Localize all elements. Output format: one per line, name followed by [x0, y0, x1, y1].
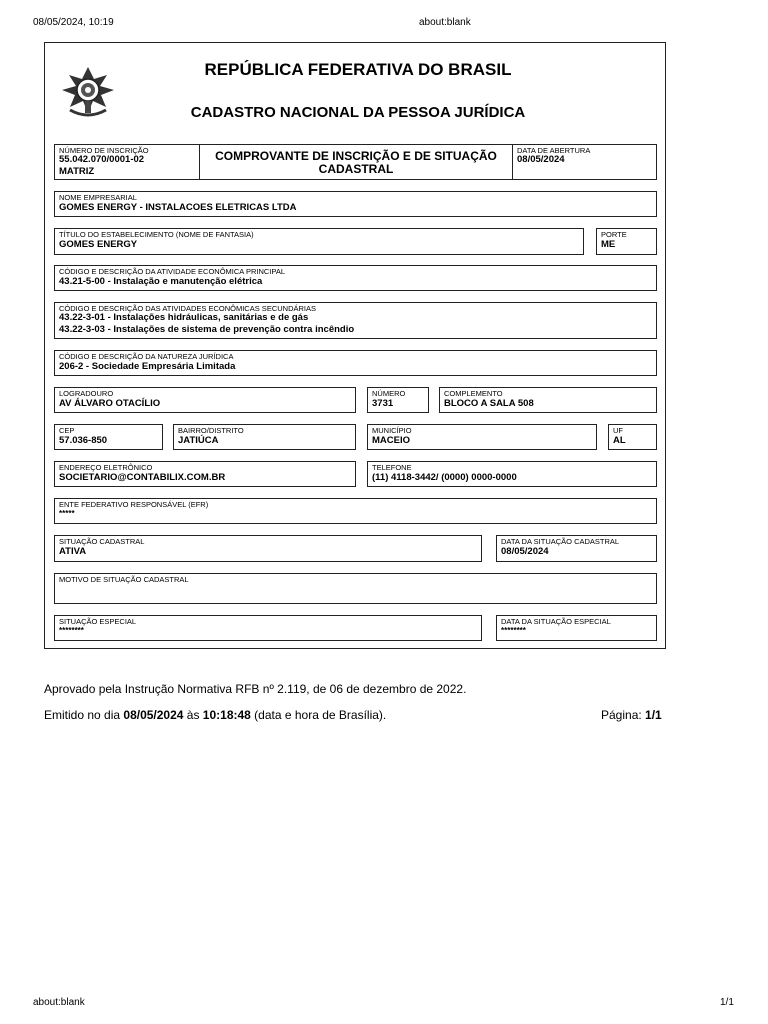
atividades-secundarias-box [54, 302, 657, 339]
situacao-cadastral-value: ATIVA [59, 546, 87, 557]
complemento-label: COMPLEMENTO [444, 389, 503, 398]
porte-value: ME [601, 239, 616, 250]
emitido-mid: às [183, 708, 203, 722]
efr-box [54, 498, 657, 524]
atividade-principal-label: CÓDIGO E DESCRIÇÃO DA ATIVIDADE ECONÔMICA PRINCIPAL [59, 267, 286, 276]
emitido-prefix: Emitido no dia [44, 708, 124, 722]
pagina-value: 1/1 [645, 708, 662, 722]
porte-box [596, 228, 657, 255]
data-situacao-especial-box [496, 615, 657, 641]
header-title: REPÚBLICA FEDERATIVA DO BRASIL [204, 60, 512, 79]
cep-box [54, 424, 163, 450]
email-label: ENDEREÇO ELETRÔNICO [59, 463, 153, 472]
email-value: SOCIETARIO@CONTABILIX.COM.BR [59, 472, 226, 483]
comprovante-title [200, 150, 512, 176]
print-datetime: 08/05/2024, 10:19 [33, 17, 114, 28]
situacao-cadastral-label: SITUAÇÃO CADASTRAL [59, 537, 145, 546]
numero-box [367, 387, 429, 413]
municipio-value: MACEIO [372, 435, 410, 446]
inscricao-box [54, 144, 200, 180]
data-situacao-especial-label: DATA DA SITUAÇÃO ESPECIAL [501, 617, 611, 626]
bairro-box [173, 424, 356, 450]
abertura-value: 08/05/2024 [517, 154, 565, 165]
efr-label: ENTE FEDERATIVO RESPONSÁVEL (EFR) [59, 500, 209, 509]
nome-empresarial-label: NOME EMPRESARIAL [59, 193, 137, 202]
situacao-cadastral-box [54, 535, 482, 562]
atividade-secundaria-2: 43.22-3-03 - Instalações de sistema de prevenção contra incêndio [59, 324, 355, 335]
inscricao-number: 55.042.070/0001-02 [59, 154, 145, 165]
atividade-secundaria-1: 43.22-3-01 - Instalações hidráulicas, sanitárias e de gás [59, 312, 309, 323]
data-situacao-label: DATA DA SITUAÇÃO CADASTRAL [501, 537, 620, 546]
coat-of-arms-icon [60, 66, 116, 118]
natureza-juridica-label: CÓDIGO E DESCRIÇÃO DA NATUREZA JURÍDICA [59, 352, 234, 361]
pagina-label: Página: [601, 708, 646, 722]
atividade-principal-code: 43.21-5-00 [59, 276, 105, 287]
nome-fantasia-label: TÍTULO DO ESTABELECIMENTO (NOME DE FANTASIA) [59, 230, 254, 239]
print-footer-url: about:blank [33, 997, 85, 1008]
pagina-text [601, 708, 662, 722]
motivo-box [54, 573, 657, 604]
nome-fantasia-box [54, 228, 584, 255]
situacao-especial-label: SITUAÇÃO ESPECIAL [59, 617, 137, 626]
natureza-juridica-box [54, 350, 657, 376]
uf-box [608, 424, 657, 450]
telefone-box [367, 461, 657, 487]
cep-value: 57.036-850 [59, 435, 108, 446]
print-footer-page: 1/1 [720, 997, 734, 1008]
comprovante-title-line2: CADASTRAL [318, 162, 394, 176]
motivo-label: MOTIVO DE SITUAÇÃO CADASTRAL [59, 575, 189, 584]
emitido-date: 08/05/2024 [123, 708, 184, 722]
municipio-label: MUNICÍPIO [372, 426, 412, 435]
cep-label: CEP [59, 426, 75, 435]
email-box [54, 461, 356, 487]
telefone-label: TELEFONE [372, 463, 412, 472]
porte-label: PORTE [601, 230, 627, 239]
aprovado-text: Aprovado pela Instrução Normativa RFB nº 2.119, de 06 de dezembro de 2022. [44, 682, 467, 696]
uf-label: UF [613, 426, 623, 435]
atividades-secundarias-label: CÓDIGO E DESCRIÇÃO DAS ATIVIDADES ECONÔMICAS SECUNDÁRIAS [59, 304, 316, 313]
logradouro-label: LOGRADOURO [59, 389, 114, 398]
data-situacao-box [496, 535, 657, 562]
numero-label: NÚMERO [372, 389, 406, 398]
logradouro-value: AV ÁLVARO OTACÍLIO [59, 398, 161, 409]
efr-value: ***** [59, 509, 75, 518]
bairro-label: BAIRRO/DISTRITO [178, 426, 244, 435]
emitido-time: 10:18:48 [202, 708, 251, 722]
header-subtitle: CADASTRO NACIONAL DA PESSOA JURÍDICA [190, 104, 526, 121]
telefone-value: (11) 4118-3442/ (0000) 0000-0000 [372, 472, 517, 483]
logradouro-box [54, 387, 356, 413]
atividade-principal-value [59, 276, 262, 288]
municipio-box [367, 424, 597, 450]
complemento-box [439, 387, 657, 413]
data-situacao-especial-value: ******** [501, 626, 526, 635]
nome-empresarial-value: GOMES ENERGY - INSTALACOES ELETRICAS LTDA [59, 202, 297, 213]
nome-empresarial-box [54, 191, 657, 217]
atividade-principal-box [54, 265, 657, 291]
emitido-text [44, 708, 386, 722]
abertura-label: DATA DE ABERTURA [517, 146, 591, 155]
nome-fantasia-value: GOMES ENERGY [59, 239, 138, 250]
emitido-suffix: (data e hora de Brasília). [250, 708, 387, 722]
numero-value: 3731 [372, 398, 394, 409]
complemento-value: BLOCO A SALA 508 [444, 398, 534, 409]
natureza-juridica-value: 206-2 - Sociedade Empresária Limitada [59, 361, 236, 372]
print-url: about:blank [419, 17, 471, 28]
inscricao-type: MATRIZ [59, 166, 95, 177]
atividade-principal-desc: - Instalação e manutenção elétrica [104, 276, 263, 287]
abertura-box [512, 144, 657, 180]
comprovante-title-line1: COMPROVANTE DE INSCRIÇÃO E DE SITUAÇÃO [215, 149, 497, 163]
situacao-especial-value: ******** [59, 626, 84, 635]
uf-value: AL [613, 435, 626, 446]
bairro-value: JATIÚCA [178, 435, 219, 446]
data-situacao-value: 08/05/2024 [501, 546, 549, 557]
comprovante-box [199, 144, 513, 180]
situacao-especial-box [54, 615, 482, 641]
inscricao-label: NÚMERO DE INSCRIÇÃO [59, 146, 149, 155]
